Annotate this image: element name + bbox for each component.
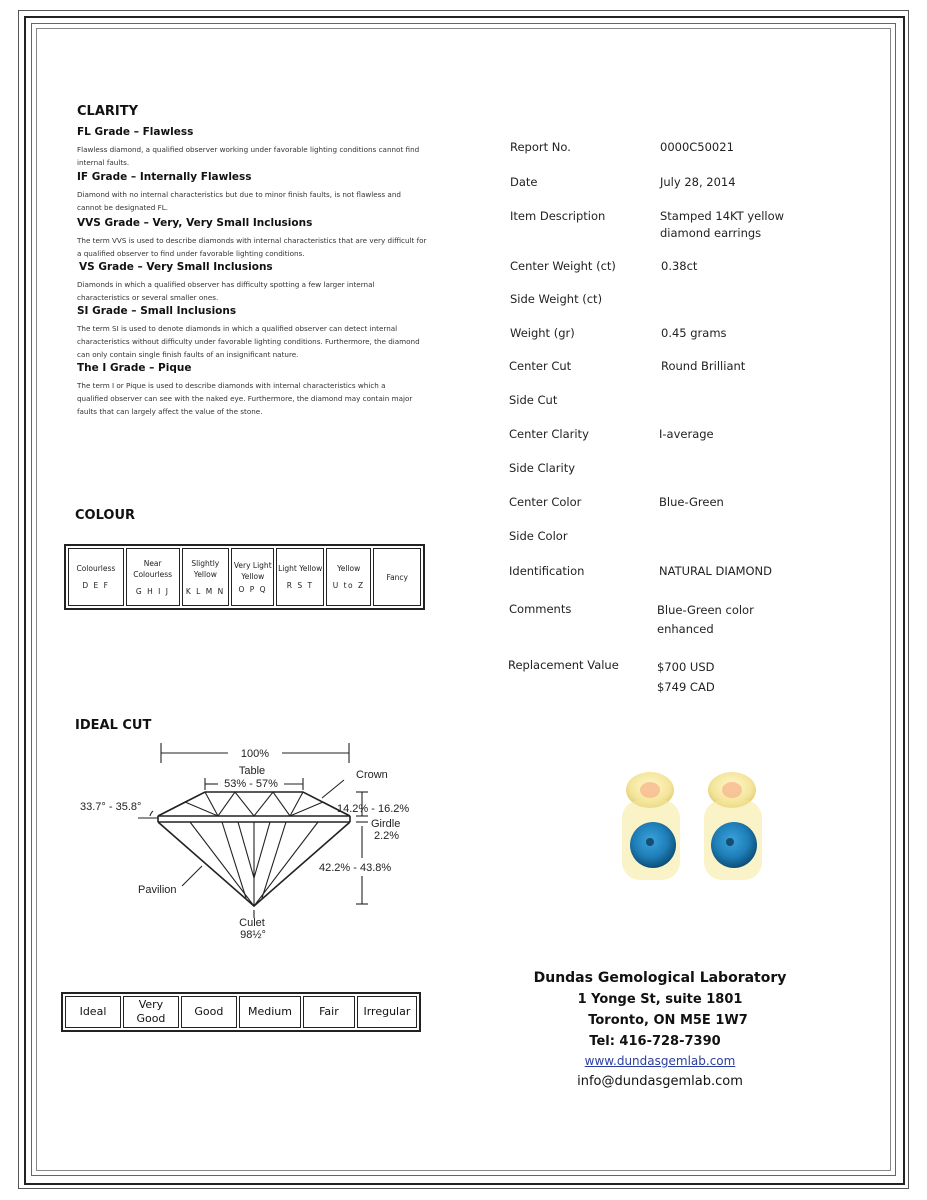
report-label: Item Description bbox=[510, 209, 606, 223]
earring-right bbox=[704, 772, 762, 880]
girdle-label: Girdle bbox=[371, 818, 401, 830]
colour-cell bbox=[68, 548, 124, 606]
report-label: Replacement Value bbox=[508, 658, 619, 672]
report-label: Center Clarity bbox=[509, 427, 589, 441]
colour-letters: D E F bbox=[82, 581, 110, 590]
cut-grade-cell: Irregular bbox=[357, 996, 417, 1028]
lab-website-link[interactable]: www.dundasgemlab.com bbox=[584, 1054, 736, 1068]
report-value: Blue-Green color enhanced bbox=[657, 603, 754, 636]
report-value: 0000C50021 bbox=[660, 140, 734, 154]
culet-value-label: 98½° bbox=[240, 929, 266, 941]
crown-label: Crown bbox=[356, 769, 388, 781]
pavilion-facet bbox=[254, 822, 270, 878]
clarity-grade-title: FL Grade – Flawless bbox=[77, 126, 194, 138]
report-label: Comments bbox=[509, 602, 572, 616]
report-value: NATURAL DIAMOND bbox=[659, 564, 773, 578]
table-range-label: 53% - 57% bbox=[224, 778, 278, 790]
report-label: Side Clarity bbox=[509, 461, 576, 475]
report-value: 0.38ct bbox=[661, 259, 698, 273]
report-label: Date bbox=[510, 175, 538, 189]
report-label: Identification bbox=[509, 564, 585, 578]
cut-grade-cell: Good bbox=[181, 996, 237, 1028]
lab-address-line1: 1 Yonge St, suite 1801 bbox=[577, 992, 743, 1007]
clarity-grade-desc: Flawless diamond, a qualified observer working under favorable lighting conditions cannot find internal faults. bbox=[77, 145, 420, 167]
clarity-grade-desc: The term SI is used to denote diamonds in which a qualified observer can detect internal characteristics without difficulty under favorable lighting conditions. Furthermore, the diamond can only contain single finish faults of an insignificant nature. bbox=[77, 324, 420, 359]
colour-letters: R S T bbox=[286, 581, 314, 590]
earrings-photo bbox=[600, 760, 780, 890]
cut-grade-cell: Fair bbox=[303, 996, 355, 1028]
colour-name: Very Light Yellow bbox=[233, 560, 272, 581]
clarity-grade-desc: The term VVS is used to describe diamonds with internal characteristics that are very difficult for a qualified observer to find under favorable lighting conditions. bbox=[77, 236, 427, 258]
lab-email[interactable]: info@dundasgemlab.com bbox=[577, 1074, 743, 1089]
crown-angle-label: 33.7° - 35.8° bbox=[80, 801, 142, 813]
report-value: 0.45 grams bbox=[661, 326, 727, 340]
colour-name: Slightly Yellow bbox=[191, 558, 220, 579]
lab-phone: Tel: 416-728-7390 bbox=[589, 1034, 721, 1049]
colour-letters: O P Q bbox=[238, 584, 268, 594]
colour-name: Light Yellow bbox=[278, 564, 323, 573]
crown-facet bbox=[158, 802, 185, 816]
colour-name: Near Colourless bbox=[133, 558, 173, 579]
pavilion-facet bbox=[238, 822, 254, 878]
clarity-heading: CLARITY bbox=[77, 104, 139, 119]
colour-cell bbox=[276, 548, 324, 606]
clarity-grade-desc: Diamond with no internal characteristics but due to minor finish faults, is not flawless and cannot be designated FL. bbox=[77, 190, 401, 212]
colour-cell bbox=[126, 548, 180, 606]
crown-height-label: 14.2% - 16.2% bbox=[337, 803, 410, 815]
report-value: Blue-Green bbox=[659, 495, 724, 509]
culet-label: Culet bbox=[239, 917, 265, 929]
clarity-grade-title: VS Grade – Very Small Inclusions bbox=[79, 261, 273, 273]
crown-facet bbox=[185, 792, 323, 816]
crown-facet bbox=[205, 792, 218, 816]
report-value: I-average bbox=[659, 427, 714, 441]
crown-facet bbox=[290, 792, 303, 816]
report-label: Side Weight (ct) bbox=[510, 292, 603, 306]
report-value: Stamped 14KT yellow diamond earrings bbox=[660, 209, 785, 240]
pavilion-depth-label: 42.2% - 43.8% bbox=[319, 862, 392, 874]
colour-cell bbox=[373, 548, 421, 606]
colour-cell bbox=[182, 548, 230, 606]
colour-heading: COLOUR bbox=[75, 508, 136, 523]
total-width-label: 100% bbox=[240, 748, 270, 760]
report-label: Side Cut bbox=[509, 393, 558, 407]
colour-name: Colourless bbox=[76, 564, 116, 573]
cut-grade-cell: Very Good bbox=[123, 996, 179, 1028]
clarity-grade-desc: The term I or Pique is used to describe diamonds with internal characteristics which a qualified observer can see with the naked eye. Furthermore, the diamond may contain major faults that can largely affect the value of the stone. bbox=[77, 381, 413, 416]
report-value: Round Brilliant bbox=[661, 359, 746, 373]
earring-left bbox=[622, 772, 680, 880]
pavilion-facet bbox=[222, 822, 246, 898]
report-label: Center Cut bbox=[509, 359, 572, 373]
crown-outline bbox=[158, 792, 350, 816]
report-label: Center Weight (ct) bbox=[510, 259, 616, 273]
pavilion-leader bbox=[182, 866, 202, 886]
colour-letters: U to Z bbox=[332, 581, 365, 590]
cut-grade-cell: Ideal bbox=[65, 996, 121, 1028]
girdle-value-label: 2.2% bbox=[374, 830, 400, 842]
cut-grade-cell: Medium bbox=[239, 996, 301, 1028]
ideal-cut-heading: IDEAL CUT bbox=[75, 718, 152, 733]
report-label: Report No. bbox=[510, 140, 571, 154]
report-label: Weight (gr) bbox=[510, 326, 575, 340]
report-label: Side Color bbox=[509, 529, 568, 543]
clarity-grade-title: The I Grade – Pique bbox=[77, 362, 192, 374]
table-label: Table bbox=[238, 765, 266, 777]
clarity-grade-desc: Diamonds in which a qualified observer has difficulty spotting a few larger internal characteristics or several smaller ones. bbox=[77, 280, 375, 302]
colour-name: Yellow bbox=[337, 564, 361, 573]
colour-scale-table bbox=[64, 544, 425, 610]
report-label: Center Color bbox=[509, 495, 582, 509]
colour-name: Fancy bbox=[386, 572, 408, 582]
colour-cell bbox=[231, 548, 274, 606]
clarity-grade-title: SI Grade – Small Inclusions bbox=[77, 305, 237, 317]
clarity-grade-title: VVS Grade – Very, Very Small Inclusions bbox=[77, 217, 313, 229]
colour-letters: G H I J bbox=[135, 586, 170, 596]
angle-arc bbox=[150, 811, 153, 816]
pavilion-label: Pavilion bbox=[138, 884, 177, 896]
clarity-grade-title: IF Grade – Internally Flawless bbox=[77, 171, 252, 183]
pavilion-facet bbox=[262, 822, 286, 898]
crown-leader bbox=[322, 780, 344, 798]
report-value: $700 USD $749 CAD bbox=[657, 660, 715, 694]
colour-letters: K L M N bbox=[185, 586, 225, 596]
colour-cell bbox=[326, 548, 371, 606]
cut-scale-table bbox=[61, 992, 421, 1032]
lab-name: Dundas Gemological Laboratory bbox=[533, 970, 787, 986]
report-value: July 28, 2014 bbox=[660, 175, 736, 189]
diamond-proportion-diagram bbox=[60, 738, 440, 948]
lab-address-line2: Toronto, ON M5E 1W7 bbox=[588, 1013, 748, 1028]
